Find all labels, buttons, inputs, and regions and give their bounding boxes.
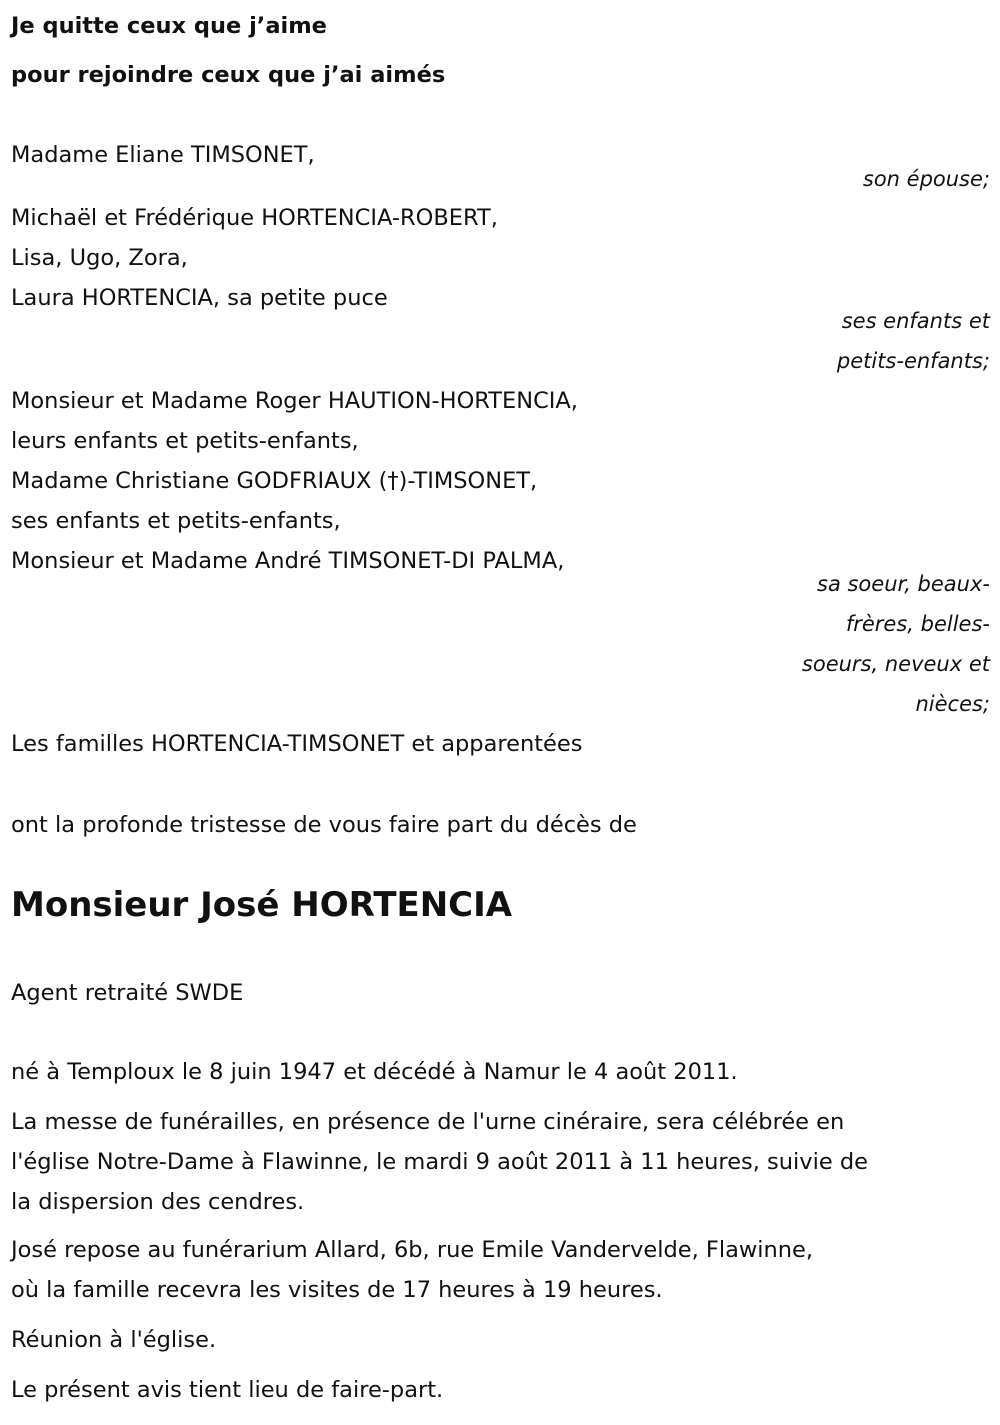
quote-line-1: Je quitte ceux que j’aime bbox=[11, 13, 327, 39]
children-relation: ses enfants et bbox=[841, 309, 990, 333]
birth-death: né à Temploux le 8 juin 1947 et décédé à Namur le 4 août 2011. bbox=[11, 1059, 738, 1085]
deceased-name: Monsieur José HORTENCIA bbox=[11, 885, 513, 925]
siblings-relation: nièces; bbox=[915, 692, 990, 716]
children-name: Michaël et Frédérique HORTENCIA-ROBERT, bbox=[11, 205, 498, 231]
spouse-relation: son épouse; bbox=[862, 167, 990, 191]
sibling-name: leurs enfants et petits-enfants, bbox=[11, 428, 359, 454]
siblings-relation: frères, belles- bbox=[845, 612, 990, 636]
siblings-relation: soeurs, neveux et bbox=[801, 652, 990, 676]
families-line: Les familles HORTENCIA-TIMSONET et apparentées bbox=[11, 731, 583, 757]
children-name: Lisa, Ugo, Zora, bbox=[11, 245, 188, 271]
visits-line: où la famille recevra les visites de 17 heures à 19 heures. bbox=[11, 1277, 663, 1303]
announcement: ont la profonde tristesse de vous faire part du décès de bbox=[11, 812, 637, 838]
meeting-line: Réunion à l'église. bbox=[11, 1327, 217, 1353]
mass-line: l'église Notre-Dame à Flawinne, le mardi 9 août 2011 à 11 heures, suivie de bbox=[11, 1149, 868, 1175]
sibling-name: ses enfants et petits-enfants, bbox=[11, 508, 341, 534]
mass-line: La messe de funérailles, en présence de l'urne cinéraire, sera célébrée en bbox=[11, 1109, 845, 1135]
mass-line: la dispersion des cendres. bbox=[11, 1189, 305, 1215]
spouse-name: Madame Eliane TIMSONET, bbox=[11, 142, 315, 168]
sibling-name: Monsieur et Madame André TIMSONET-DI PALMA, bbox=[11, 548, 565, 574]
occupation: Agent retraité SWDE bbox=[11, 980, 244, 1006]
visits-line: José repose au funérarium Allard, 6b, rue Emile Vandervelde, Flawinne, bbox=[11, 1237, 814, 1263]
siblings-relation: sa soeur, beaux- bbox=[817, 572, 990, 596]
notice-line: Le présent avis tient lieu de faire-part. bbox=[11, 1377, 444, 1403]
children-relation: petits-enfants; bbox=[836, 349, 990, 373]
sibling-name: Monsieur et Madame Roger HAUTION-HORTENCIA, bbox=[11, 388, 578, 414]
sibling-name: Madame Christiane GODFRIAUX (†)-TIMSONET, bbox=[11, 468, 538, 494]
quote-line-2: pour rejoindre ceux que j’ai aimés bbox=[11, 62, 446, 88]
children-name: Laura HORTENCIA, sa petite puce bbox=[11, 285, 388, 311]
